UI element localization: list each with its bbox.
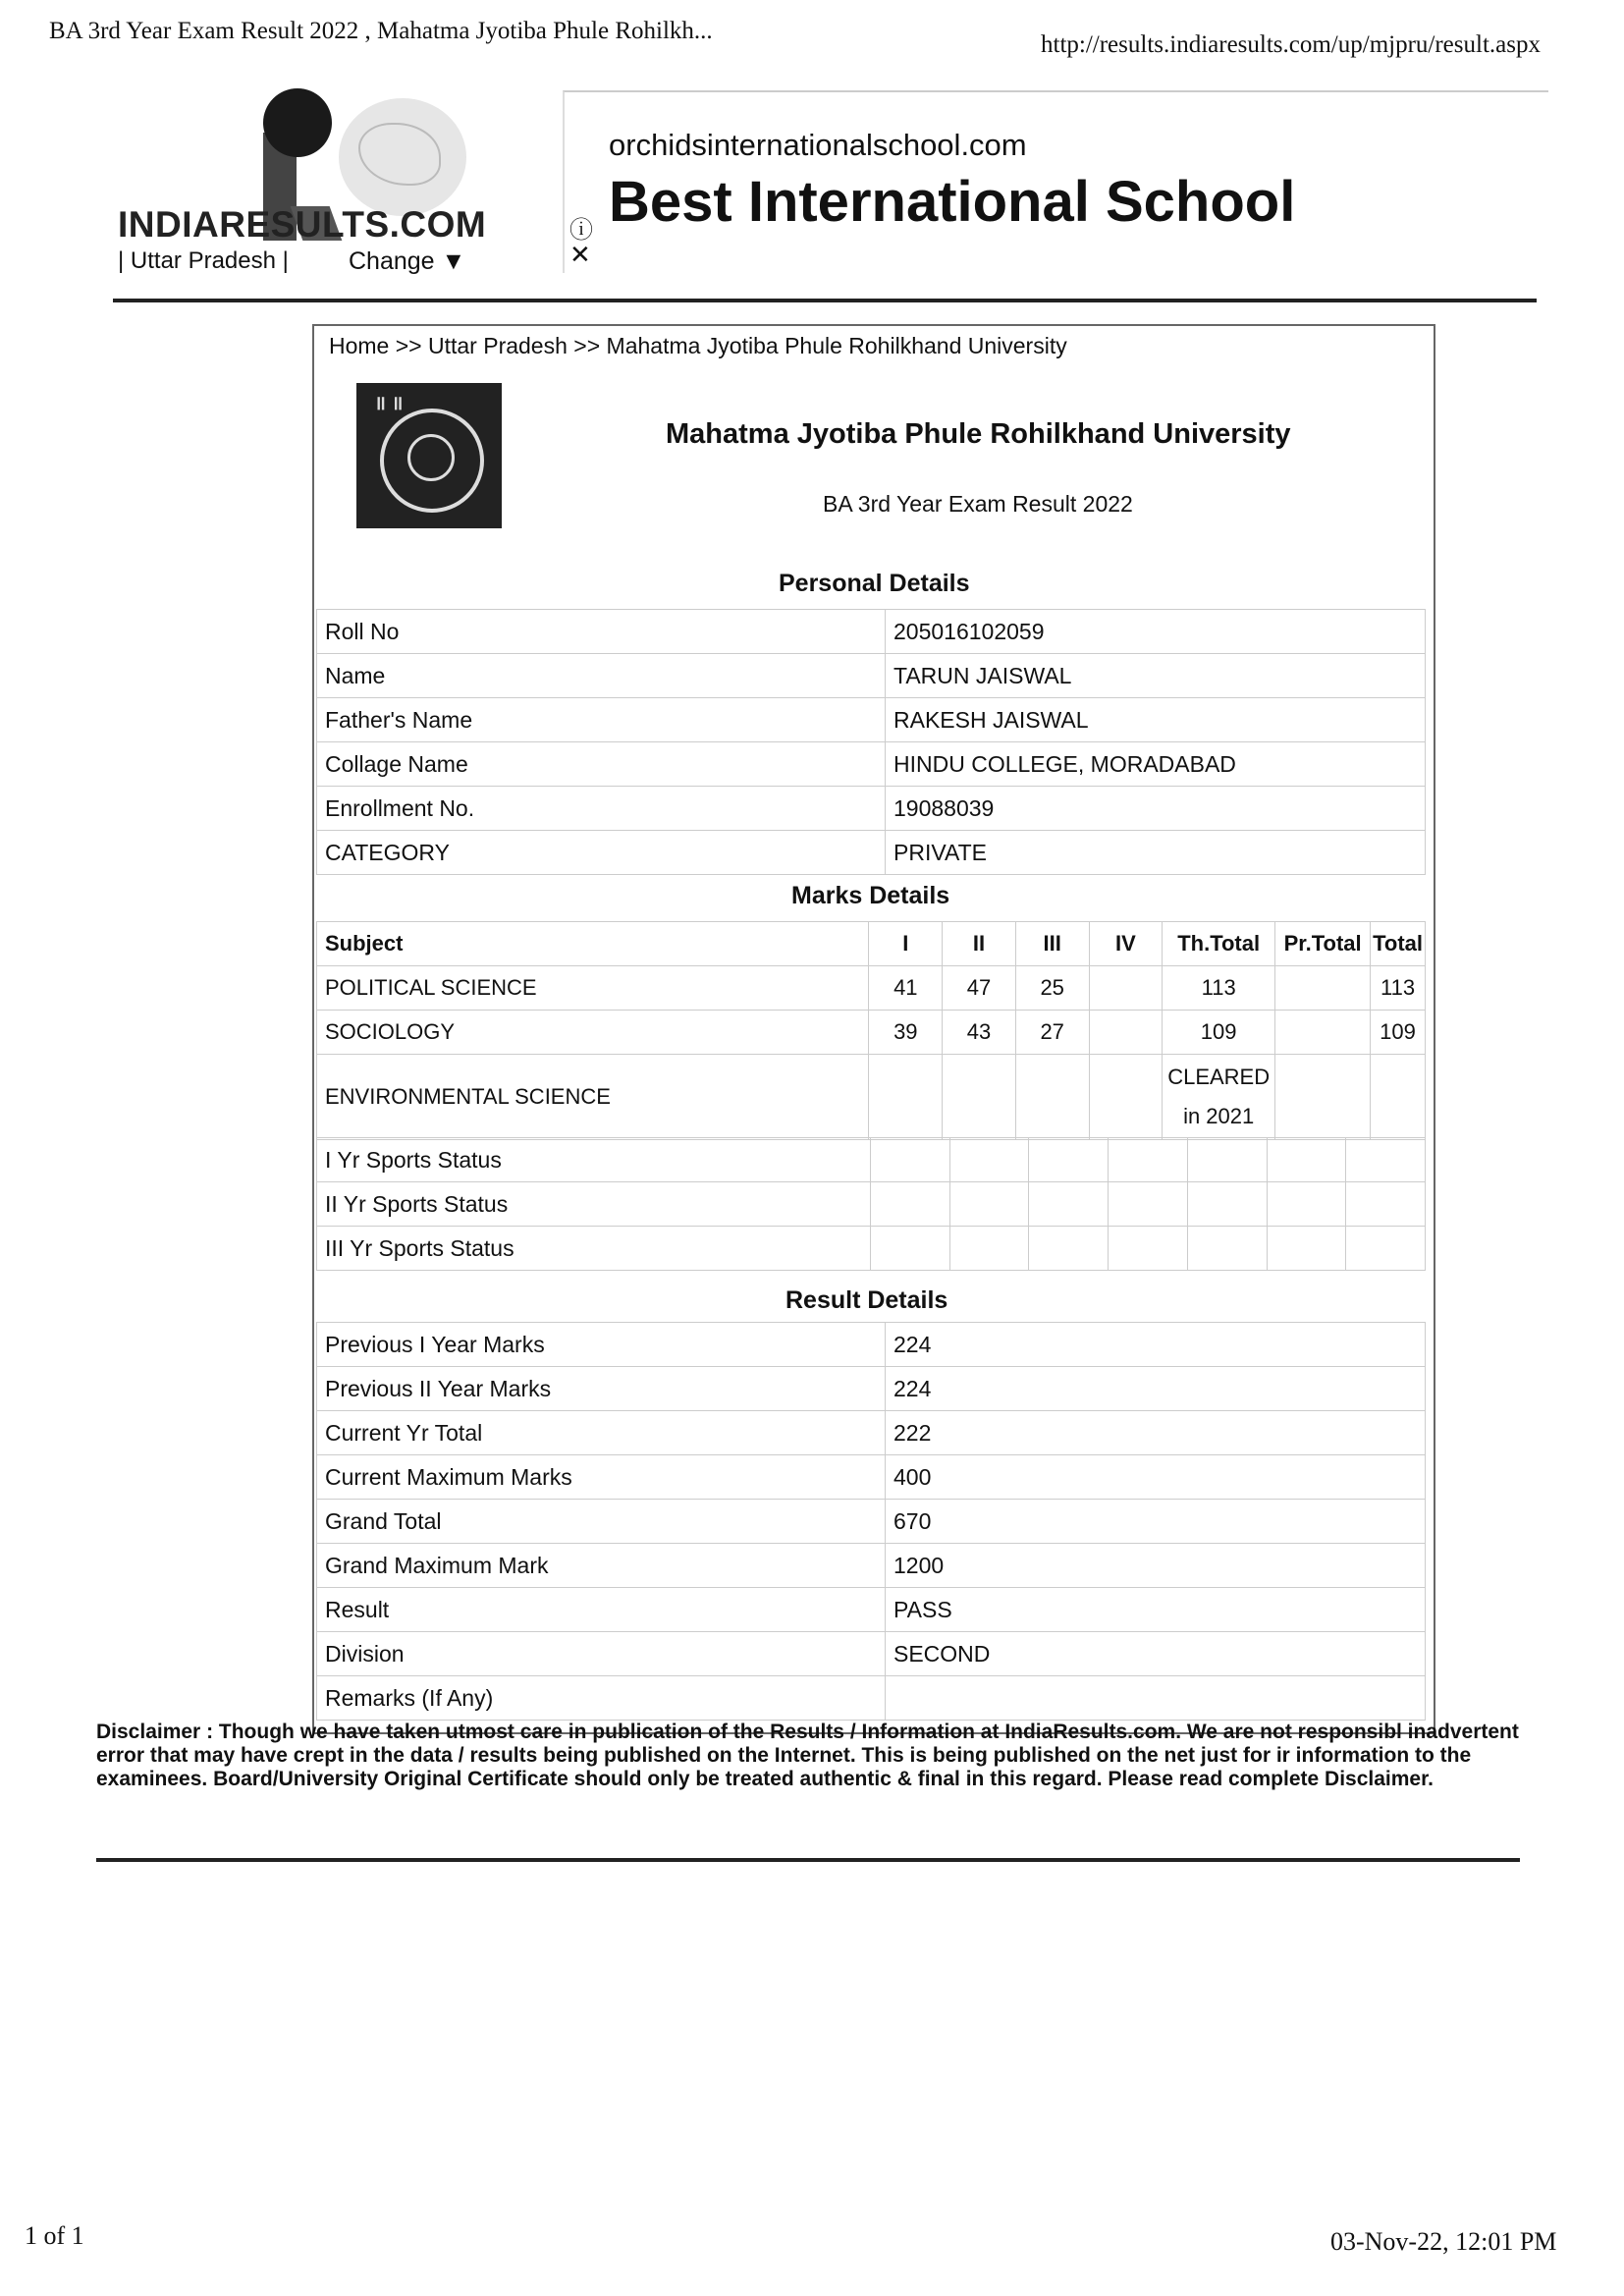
close-icon[interactable]: ✕ (569, 240, 591, 269)
subject-total: 113 (1371, 966, 1426, 1011)
result-details-title: Result Details (785, 1286, 948, 1314)
empty-cell (1371, 1055, 1426, 1140)
table-row (317, 787, 1426, 831)
table-row (317, 698, 1426, 742)
row-label: Current Maximum Marks (317, 1455, 886, 1500)
logo-text: INDIARESULTS.COM (118, 204, 487, 245)
row-label: Collage Name (317, 742, 886, 787)
ad-domain[interactable]: orchidsinternationalschool.com (609, 128, 1027, 162)
header-practical-total: Pr.Total (1275, 922, 1371, 966)
table-row (317, 1455, 1426, 1500)
row-label: Previous II Year Marks (317, 1367, 886, 1411)
table-header-row (317, 922, 1426, 966)
mark-paper-4 (1089, 966, 1163, 1011)
logo-figure-head (263, 88, 332, 157)
row-value: RAKESH JAISWAL (886, 698, 1426, 742)
personal-details-table (316, 609, 1426, 875)
university-name: Mahatma Jyotiba Phule Rohilkhand University (666, 418, 1291, 450)
university-crest-icon (356, 383, 502, 528)
mark-paper-2: 47 (943, 966, 1016, 1011)
crest-caption-mark (360, 505, 498, 520)
subject-total: 109 (1371, 1011, 1426, 1055)
empty-cell (1015, 1055, 1089, 1140)
row-label: Grand Total (317, 1500, 886, 1544)
table-row (317, 654, 1426, 698)
mark-paper-3: 27 (1015, 1011, 1089, 1055)
advertisement-banner[interactable] (563, 90, 1548, 273)
row-value: 222 (886, 1411, 1426, 1455)
row-value: HINDU COLLEGE, MORADABAD (886, 742, 1426, 787)
table-row (317, 831, 1426, 875)
indiaresults-logo[interactable] (118, 88, 491, 285)
mark-paper-3: 25 (1015, 966, 1089, 1011)
table-row (317, 1055, 1426, 1140)
evs-status-line1: CLEARED (1167, 1065, 1271, 1089)
row-value: TARUN JAISWAL (886, 654, 1426, 698)
print-page-count: 1 of 1 (25, 2221, 84, 2250)
crest-motto-mark: ॥ ॥ (374, 393, 404, 414)
state-label: | Uttar Pradesh | (118, 247, 289, 274)
row-label: Division (317, 1632, 886, 1676)
table-row (317, 1676, 1426, 1721)
mark-paper-1: 39 (869, 1011, 943, 1055)
header-paper-4: IV (1089, 922, 1163, 966)
table-row (317, 610, 1426, 654)
empty-cell (943, 1055, 1016, 1140)
header-total: Total (1371, 922, 1426, 966)
row-value: PASS (886, 1588, 1426, 1632)
change-state-link[interactable]: Change ▼ (349, 247, 466, 275)
table-row (317, 1544, 1426, 1588)
empty-cell (1089, 1055, 1163, 1140)
row-value: 670 (886, 1500, 1426, 1544)
table-row (317, 1367, 1426, 1411)
theory-total: 113 (1163, 966, 1275, 1011)
marks-details-title: Marks Details (791, 882, 950, 909)
evs-status (1163, 1055, 1275, 1140)
row-label: Previous I Year Marks (317, 1323, 886, 1367)
header-paper-2: II (943, 922, 1016, 966)
footer-divider (96, 1858, 1520, 1862)
subject-name: SOCIOLOGY (317, 1011, 869, 1055)
empty-cell (869, 1055, 943, 1140)
row-value: 224 (886, 1323, 1426, 1367)
sports-status-table (316, 1137, 1426, 1271)
evs-status-line2: in 2021 (1183, 1104, 1255, 1128)
mark-paper-1: 41 (869, 966, 943, 1011)
row-label: Enrollment No. (317, 787, 886, 831)
exam-name: BA 3rd Year Exam Result 2022 (823, 491, 1133, 517)
marks-details-table (316, 921, 1426, 1140)
header-paper-3: III (1015, 922, 1089, 966)
personal-details-title: Personal Details (779, 570, 970, 597)
table-row (317, 1323, 1426, 1367)
disclaimer-text: Disclaimer : Though we have taken utmost care in publication of the Results / Information at IndiaResults.com. We are not responsibl inadvertent error that may have crept in the data / results being published on the Internet. This is being published on the net just for ir information to the examinees. Board/University Original Certificate should only be treated authentic & final in this regard. Please read complete Disclaimer. (96, 1721, 1519, 1790)
row-value (886, 1676, 1426, 1721)
result-details-table (316, 1322, 1426, 1721)
subject-name: POLITICAL SCIENCE (317, 966, 869, 1011)
row-value: 19088039 (886, 787, 1426, 831)
empty-cell (1275, 1055, 1371, 1140)
table-row (317, 1500, 1426, 1544)
row-label: Result (317, 1588, 886, 1632)
header-paper-1: I (869, 922, 943, 966)
crest-wheel-icon (407, 434, 455, 481)
row-label: Grand Maximum Mark (317, 1544, 886, 1588)
row-label: Name (317, 654, 886, 698)
row-value: PRIVATE (886, 831, 1426, 875)
header-subject: Subject (317, 922, 869, 966)
row-value: 224 (886, 1367, 1426, 1411)
row-value: 205016102059 (886, 610, 1426, 654)
row-value: SECOND (886, 1632, 1426, 1676)
table-row (317, 1411, 1426, 1455)
subject-name: ENVIRONMENTAL SCIENCE (317, 1055, 869, 1140)
row-value: 1200 (886, 1544, 1426, 1588)
print-date: 03-Nov-22, 12:01 PM (1330, 2227, 1557, 2256)
mark-paper-4 (1089, 1011, 1163, 1055)
theory-total: 109 (1163, 1011, 1275, 1055)
table-row (317, 1227, 1426, 1271)
table-row (317, 1588, 1426, 1632)
row-value: 400 (886, 1455, 1426, 1500)
table-row (317, 742, 1426, 787)
sports-label: III Yr Sports Status (317, 1227, 871, 1271)
sports-label: II Yr Sports Status (317, 1182, 871, 1227)
table-row (317, 1632, 1426, 1676)
header-divider (113, 299, 1537, 302)
table-row (317, 1011, 1426, 1055)
ad-headline[interactable]: Best International School (609, 170, 1296, 234)
row-label: CATEGORY (317, 831, 886, 875)
row-label: Roll No (317, 610, 886, 654)
practical-total (1275, 966, 1371, 1011)
row-label: Father's Name (317, 698, 886, 742)
practical-total (1275, 1011, 1371, 1055)
table-row (317, 1138, 1426, 1182)
mark-paper-2: 43 (943, 1011, 1016, 1055)
sports-label: I Yr Sports Status (317, 1138, 871, 1182)
breadcrumb[interactable]: Home >> Uttar Pradesh >> Mahatma Jyotiba Phule Rohilkhand University (329, 333, 1067, 358)
table-row (317, 1182, 1426, 1227)
header-theory-total: Th.Total (1163, 922, 1275, 966)
print-page-title: BA 3rd Year Exam Result 2022 , Mahatma Jyotiba Phule Rohilkh... (49, 18, 713, 44)
info-icon[interactable]: ⓘ (569, 217, 593, 244)
row-label: Remarks (If Any) (317, 1676, 886, 1721)
row-label: Current Yr Total (317, 1411, 886, 1455)
print-page-url[interactable]: http://results.indiaresults.com/up/mjpru/result.aspx (1041, 31, 1541, 58)
table-row (317, 966, 1426, 1011)
